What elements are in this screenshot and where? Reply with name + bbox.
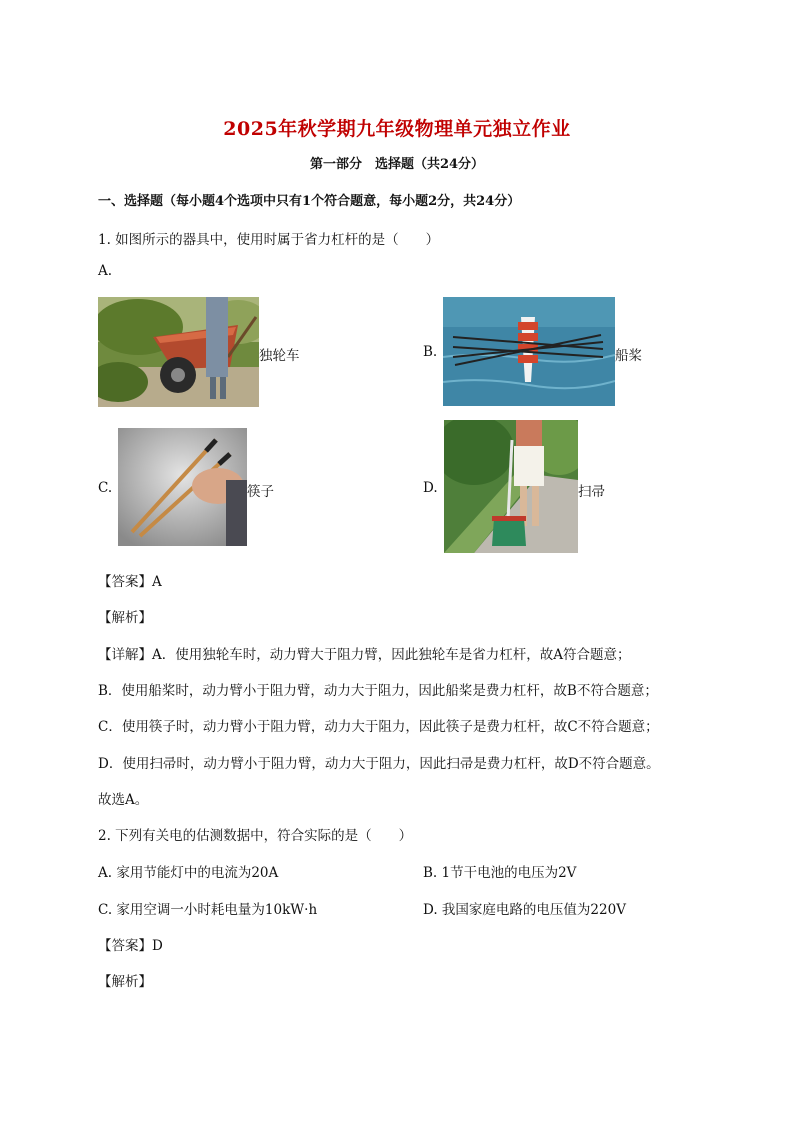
section-heading: 一、选择题（每小题4个选项中只有1个符合题意，每小题2分，共24分） — [98, 194, 521, 209]
q2-option-b: B. 1节干电池的电压为2V — [423, 865, 577, 881]
chopsticks-image — [118, 428, 247, 546]
q1-option-a-letter: A. — [98, 263, 113, 279]
wheelbarrow-image — [98, 297, 259, 407]
q1-answer: 【答案】A — [98, 574, 162, 590]
q1-detail-b: B．使用船桨时，动力臂小于阻力臂，动力大于阻力，因此船桨是费力杠杆，故B不符合题意； — [98, 683, 658, 699]
q1-option-d-letter: D. — [423, 480, 438, 496]
q1-option-b-label: 船桨 — [615, 348, 642, 364]
q1-option-d-label: 扫帚 — [578, 484, 605, 500]
q1-detail-d: D．使用扫帚时，动力臂小于阻力臂，动力大于阻力，因此扫帚是费力杠杆，故D不符合题意。 — [98, 756, 660, 772]
q2-option-d: D. 我国家庭电路的电压值为220V — [423, 902, 626, 918]
q2-analysis-label: 【解析】 — [98, 974, 152, 990]
q1-conclusion: 故选A。 — [98, 792, 149, 808]
part-heading: 第一部分 选择题（共24分） — [309, 157, 485, 172]
q1-analysis-label: 【解析】 — [98, 610, 152, 626]
q1-option-c-label: 筷子 — [247, 484, 274, 500]
q1-detail-c: C．使用筷子时，动力臂小于阻力臂，动力大于阻力，因此筷子是费力杠杆，故C不符合题意； — [98, 719, 659, 735]
q1-option-b-letter: B. — [423, 344, 438, 360]
q2-answer: 【答案】D — [98, 938, 163, 954]
broom-image — [444, 420, 578, 553]
q1-stem: 1. 如图所示的器具中，使用时属于省力杠杆的是（ ） — [98, 232, 440, 248]
q2-option-c: C. 家用空调一小时耗电量为10kW·h — [98, 902, 318, 918]
q1-detail-a: 【详解】A．使用独轮车时，动力臂大于阻力臂，因此独轮车是省力杠杆，故A符合题意； — [98, 647, 631, 663]
page-title: 2025年秋学期九年级物理单元独立作业 — [223, 118, 571, 140]
q1-option-a-label: 独轮车 — [259, 348, 300, 364]
q1-option-c-letter: C. — [98, 480, 113, 496]
rowing-boat-image — [443, 297, 615, 406]
q2-option-a: A. 家用节能灯中的电流为20A — [98, 865, 279, 881]
q2-stem: 2. 下列有关电的估测数据中，符合实际的是（ ） — [98, 828, 413, 844]
